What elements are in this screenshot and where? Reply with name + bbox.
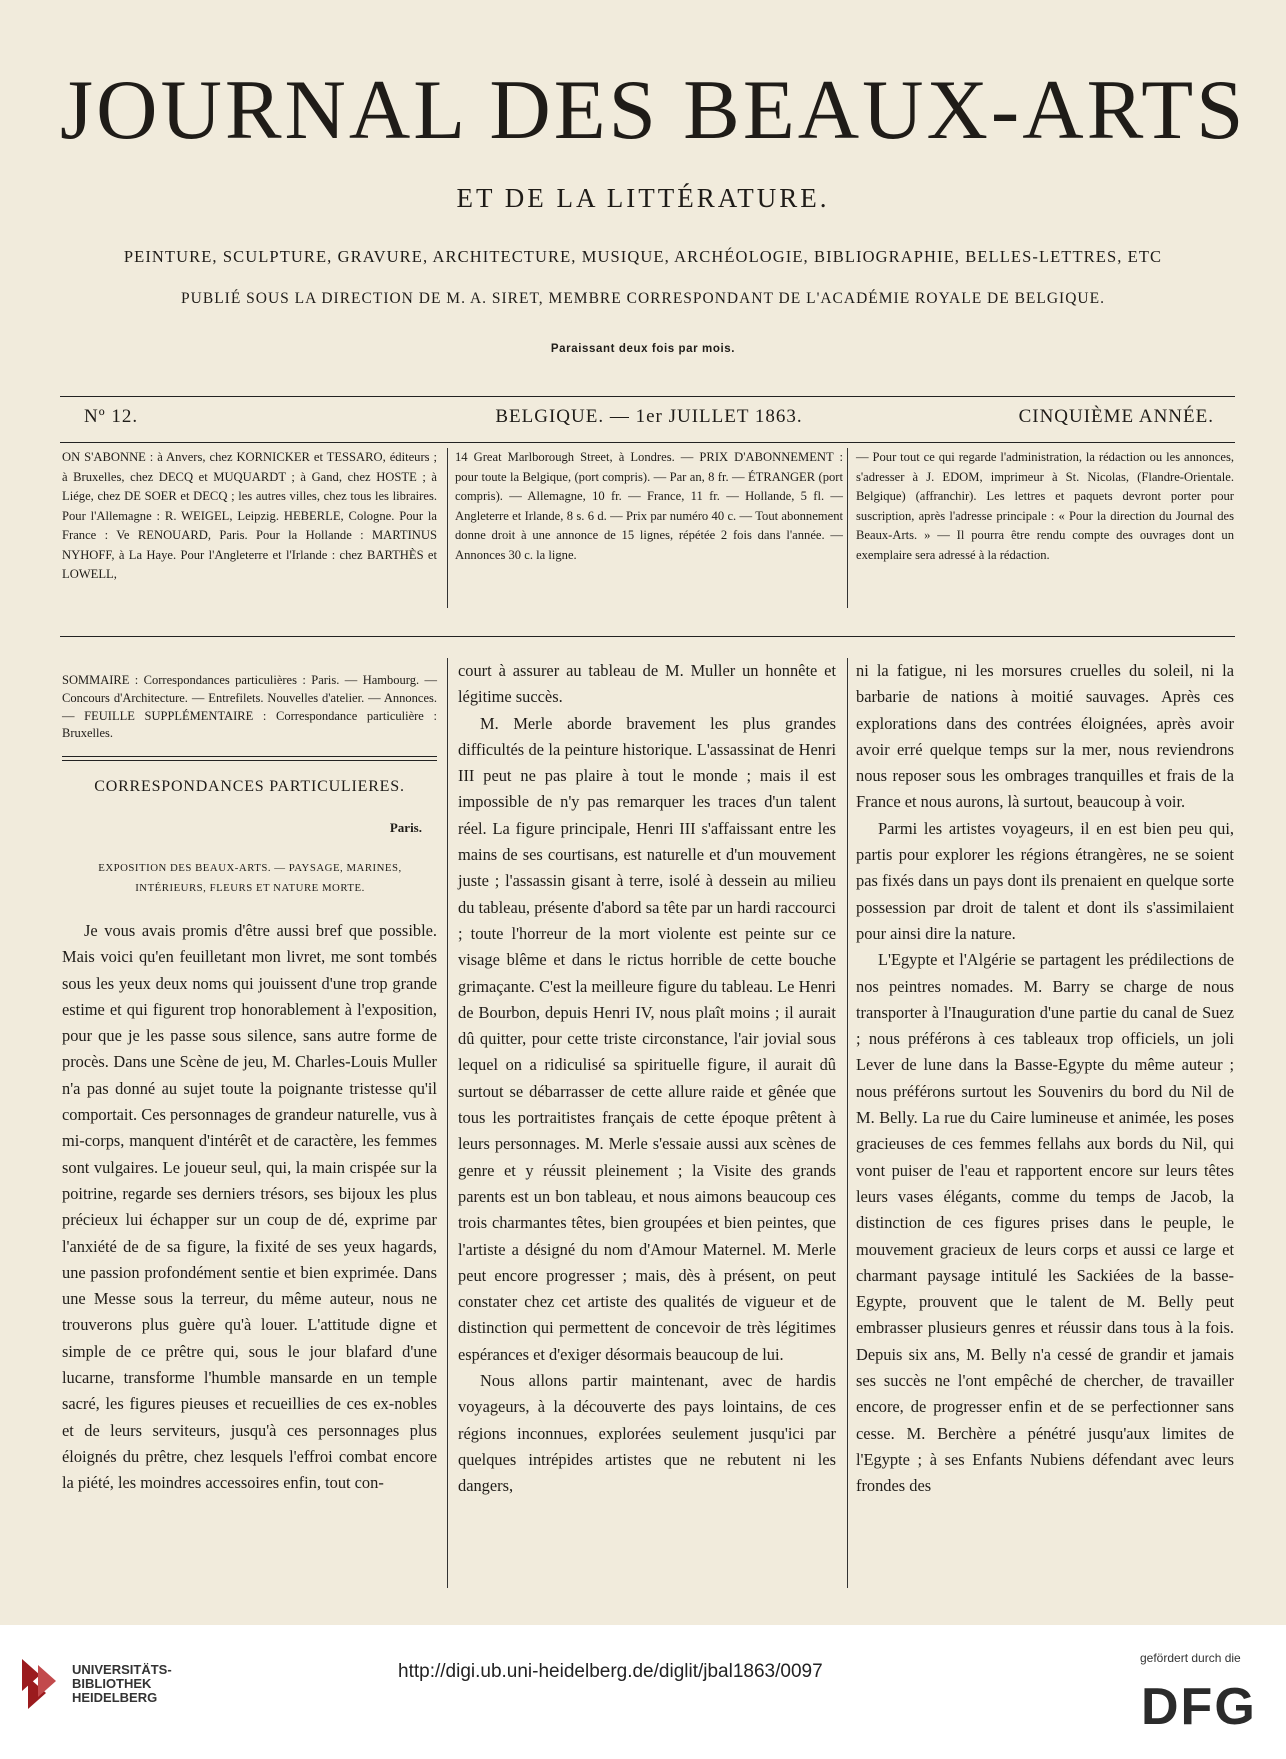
masthead-rule-bottom <box>60 442 1235 443</box>
column-divider <box>447 658 448 1588</box>
article-subheading: EXPOSITION DES BEAUX-ARTS. — PAYSAGE, MARINES, INTÉRIEURS, FLEURS ET NATURE MORTE. <box>98 862 402 894</box>
subscription-text-2: 14 Great Marlborough Street, à Londres. — PRIX D'ABONNEMENT : pour toute la Belgique, (port compris). — Par an, 8 fr. — ÉTRANGER (port compris). — Allemagne, 10 fr. — France, 11 fr. — Hollande, 5 fl. — Angleterre et Irlande, 8 s. 6 d. — Prix par numéro 40 c. — Tout abonnement donne droit à une annonce de 15 lignes, répétée 2 fois dans l'année. — Annonces 30 c. la ligne. <box>455 450 843 562</box>
sommaire: SOMMAIRE : Correspondances particulières : Paris. — Hambourg. — Concours d'Architecture. — Entrefilets. Nouvelles d'atelier. — Annonces. — FEUILLE SUPPLÉMENTAIRE : Correspondance particulière : Bruxelles. <box>62 673 437 741</box>
library-name-line: BIBLIOTHEK <box>72 1676 152 1691</box>
column-divider <box>847 448 848 608</box>
article-column-1 <box>62 918 437 1497</box>
column-divider <box>447 448 448 608</box>
issue-bar <box>84 406 1214 436</box>
column-divider <box>847 658 848 1588</box>
article-paragraph: Parmi les artistes voyageurs, il en est bien peu qui, partis pour explorer les régions étrangères, ne se soient pas fixés dans un pays dont ils prenaient en quelque sorte possession par droit de talent et dont ils s'assimilaient pour ainsi dire la nature. <box>856 818 1234 943</box>
issue-number: Nº 12. <box>84 406 139 427</box>
subscription-rule <box>60 636 1235 637</box>
university-library-logo-icon <box>18 1655 64 1719</box>
library-name-line: HEIDELBERG <box>72 1690 158 1705</box>
journal-title: JOURNAL DES BEAUX-ARTS <box>60 63 1247 157</box>
subscription-text-1: ON S'ABONNE : à Anvers, chez KORNICKER et TESSARO, éditeurs ; à Bruxelles, chez DECQ et MUQUARDT ; à Gand, chez HOSTE ; à Liége, chez DE SOER et DECQ ; les autres villes, chez tous les libraires. Pour l'Allemagne : R. WEIGEL, Leipzig. HEBERLE, Cologne. Pour la France : Ve RENOUARD, Paris. Pour la Hollande : MARTINUS NYHOFF, à La Haye. Pour l'Angleterre et l'Irlande : chez BARTHÈS et LOWELL, <box>62 450 437 581</box>
section-rule-2 <box>62 760 437 761</box>
masthead-rule-top <box>60 396 1235 397</box>
article-paragraph: ni la fatigue, ni les morsures cruelles du soleil, ni la barbarie de nations à moitié sauvages. Après ces explorations dans des contrées éloignées, après avoir avoir erré quelque temps sur la mer, nous reviendrons nous reposer sous les ombrages tranquilles et frais de la France et nous aurons, là surtout, beaucoup à voir. <box>856 661 1234 812</box>
source-url-link[interactable]: http://digi.ub.uni-heidelberg.de/diglit/jbal1863/0097 <box>398 1661 823 1682</box>
subscription-column-2 <box>455 448 843 565</box>
section-rule-1 <box>62 756 437 757</box>
funded-by-label: gefördert durch die <box>1140 1651 1241 1665</box>
journal-subtitle: ET DE LA LITTÉRATURE. <box>456 183 830 213</box>
article-paragraph: court à assurer au tableau de M. Muller un honnête et légitime succès. <box>458 661 836 707</box>
dateline-place: Paris. <box>389 820 422 835</box>
article-paragraph: L'Egypte et l'Algérie se partagent les prédilections de nos peintres nomades. M. Barry se charge de nous transporter à l'Inauguration d'une partie du canal de Suez ; nous préférons à ces tableaux trop officiels, un joli Lever de lune dans la Basse-Egypte du même auteur ; nous préférons surtout les Souvenirs du bord du Nil de M. Belly. La rue du Caire lumineuse et animée, les poses gracieuses de ces femmes fellahs aux bords du Nil, qui vont puiser de l'eau et rapportent encore sur leurs têtes leurs vases élégants, comme du temps de Jacob, la distinction de ces figures prises dans le peuple, le mouvement gracieux de leurs corps et aussi ce large et charmant paysage intitulé les Sackiées de la basse-Egypte, prouvent que le talent de M. Belly peut embrasser plusieurs genres et réussir dans tous à la fois. Depuis six ans, M. Belly n'a cessé de grandir et jamais ses succès ne l'ont empêché de chercher, de travailler encore, de progresser enfin et de se perfectionner sans cesse. M. Berchère a pénétré jusqu'aux limites de l'Egypte ; à ses Enfants Nubiens défendant avec leurs frondes des <box>856 950 1234 1496</box>
article-column-2 <box>458 658 836 1500</box>
issue-year: CINQUIÈME ANNÉE. <box>1018 406 1214 427</box>
journal-subjects: PEINTURE, SCULPTURE, GRAVURE, ARCHITECTURE, MUSIQUE, ARCHÉOLOGIE, BIBLIOGRAPHIE, BELLES-LETTRES, ETC <box>123 247 1163 266</box>
subscription-column-1 <box>62 448 437 585</box>
issue-date: BELGIQUE. — 1er JUILLET 1863. <box>495 406 803 427</box>
subscription-text-3: — Pour tout ce qui regarde l'administration, la rédaction ou les annonces, s'adresser à J. EDOM, imprimeur à St. Nicolas, (Flandre-Orientale. Belgique) (affranchir). Les lettres et paquets devront porter pour suscription, après l'adresse principale : « Pour la direction du Journal des Beaux-Arts. » — Il pourra être rendu compte des ouvrages dont un exemplaire sera adressé à la rédaction. <box>856 450 1234 562</box>
journal-publisher: PUBLIÉ SOUS LA DIRECTION DE M. A. SIRET, MEMBRE CORRESPONDANT DE L'ACADÉMIE ROYALE DE BELGIQUE. <box>181 290 1105 307</box>
journal-frequency: Paraissant deux fois par mois. <box>550 343 736 355</box>
article-paragraph: Je vous avais promis d'être aussi bref que possible. Mais voici qu'en feuilletant mon livret, me sont tombés sous les yeux deux noms qui jouissent d'une trop grande estime et qui figurent trop honorablement à l'exposition, pour que je les passe sous silence, sans autre forme de procès. Dans une Scène de jeu, M. Charles-Louis Muller n'a pas donné au sujet toute la poignante tristesse qu'il comportait. Ces personnages de grandeur naturelle, vus à mi-corps, manquent d'intérêt et de caractère, les femmes sont vulgaires. Le joueur seul, qui, la main crispée sur la poitrine, regarde ses derniers trésors, ses bijoux les plus précieux lui échapper sur un coup de dé, exprime par l'anxiété de de sa figure, la fixité de ses yeux hagards, une passion profondément sentie et bien exprimée. Dans une Messe sous la terreur, du même auteur, nous ne trouverons plus guère qu'à louer. L'attitude digne et simple de ce prêtre qui, sous le jour blafard d'une lucarne, transforme l'humble mansarde en un temple sacré, les figures pieuses et recueillies de ces ex-nobles et de leurs serviteurs, jusqu'à ces personnages plus éloignés du prêtre, chez lesquels l'effroi combat encore la piété, les moindres accessoires enfin, tout con- <box>62 921 437 1493</box>
article-paragraph: Nous allons partir maintenant, avec de hardis voyageurs, à la découverte des pays lointains, de ces régions inconnues, explorées seulement jusqu'ici par quelques intrépides artistes que ne rebutent ni les dangers, <box>458 1371 836 1496</box>
article-column-3 <box>856 658 1234 1500</box>
library-name <box>72 1663 172 1705</box>
library-name-line: UNIVERSITÄTS- <box>72 1662 172 1677</box>
article-paragraph: M. Merle aborde bravement les plus grandes difficultés de la peinture historique. L'assassinat de Henri III peut ne pas plaire à tout le monde ; mais il est impossible de n'y pas remarquer les traces d'un talent réel. La figure principale, Henri III s'affaissant entre les mains de ses courtisans, est naturelle et d'un mouvement juste ; l'assassin gisant à terre, isolé à dessein au milieu du tableau, présente d'abord sa tête par un hardi raccourci ; toute l'horreur de la mort violente est peinte sur ce visage blême et dans le rictus horrible de cette bouche grimaçante. C'est la meilleure figure du tableau. Le Henri de Bourbon, depuis Henri IV, nous plaît moins ; il aurait dû quitter, pour cette triste circonstance, l'air jovial sous lequel on a ridiculisé sa spirituelle figure, il aurait dû surtout se débarrasser de cette allure raide et gênée que tous les portraitistes français de cette époque prêtent à leurs personnages. M. Merle s'essaie aussi aux scènes de genre et y réussit pleinement ; la Visite des grands parents est un bon tableau, et nous aimons beaucoup ces trois charmantes têtes, bien groupées et bien peintes, que l'artiste a désigné du nom d'Amour Maternel. M. Merle peut encore progresser ; mais, dès à présent, on peut constater chez cet artiste des qualités de vigueur et de distinction qui permettent de concevoir de très légitimes espérances et d'exiger désormais beaucoup de lui. <box>458 713 836 1364</box>
section-title: CORRESPONDANCES PARTICULIERES. <box>94 778 405 795</box>
viewer-footer <box>0 1625 1286 1759</box>
dfg-logo: DFG <box>1141 1678 1257 1736</box>
subscription-column-3 <box>856 448 1234 565</box>
